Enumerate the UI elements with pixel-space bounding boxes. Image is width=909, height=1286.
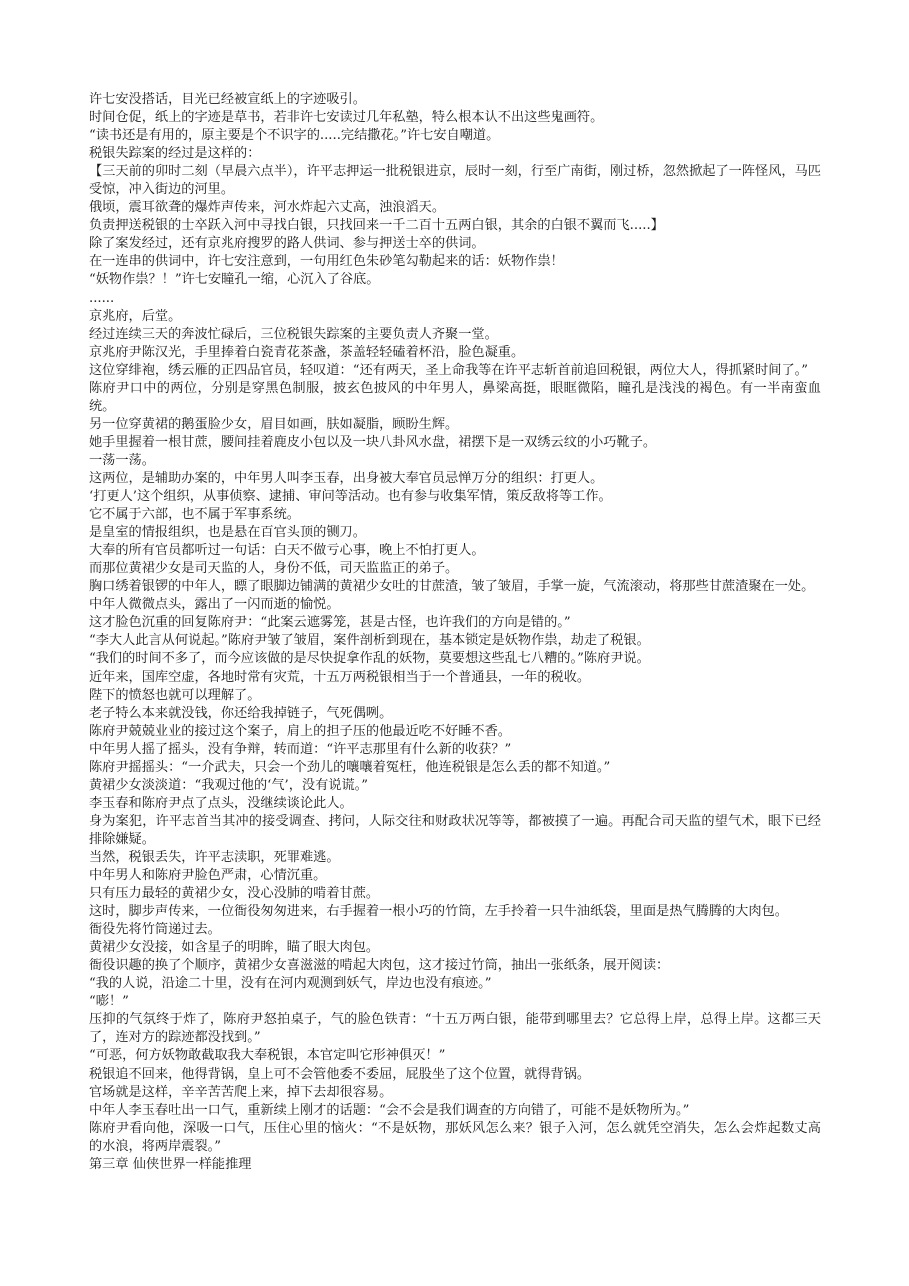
paragraph: 中年男人和陈府尹脸色严肃，心情沉重。: [89, 868, 327, 884]
chapter-heading: 第三章 仙侠世界一样能推理: [89, 1156, 252, 1172]
paragraph: 许七安没搭话，目光已经被宣纸上的字迹吸引。: [89, 92, 366, 107]
paragraph: 而那位黄裙少女是司天监的人，身份不低，司天监监正的弟子。: [89, 561, 459, 577]
paragraph: 京兆府尹陈汉光，手里捧着白瓷青花茶盏，茶盖轻轻磕着杯沿，脸色凝重。: [89, 344, 525, 360]
paragraph: 税银失踪案的经过是这样的：: [89, 146, 261, 162]
paragraph: “可恶，何方妖物敢截取我大奉税银，本官定叫它形神俱灭！”: [89, 1048, 446, 1064]
paragraph: 除了案发经过，还有京兆府搜罗的路人供词、参与押送士卒的供词。: [89, 236, 485, 252]
paragraph: 一荡一荡。: [89, 452, 155, 468]
paragraph: 衙役先将竹筒递过去。: [89, 922, 221, 938]
paragraph: 【三天前的卯时二刻（早晨六点半），许平志押运一批税银进京，辰时一刻，行至广南街，刚过桥，忽然掀起了一阵怪风，马匹受惊，冲入街边的河里。: [89, 164, 821, 198]
paragraph: 税银追不回来，他得背锅，皇上可不会管他委不委屈，屁股坐了这个位置，就得背锅。: [89, 1066, 591, 1082]
paragraph: 这才脸色沉重的回复陈府尹：“此案云遮雾笼，甚是古怪，也许我们的方向是错的。”: [89, 615, 571, 631]
paragraph: 胸口绣着银锣的中年人，瞟了眼脚边铺满的黄裙少女吐的甘蔗渣，皱了皱眉，手掌一旋，气流滚动，将那些甘蔗渣聚在一处。: [89, 579, 815, 595]
paragraph: 陛下的愤怒也就可以理解了。: [89, 687, 261, 703]
paragraph: 俄顷，震耳欲聋的爆炸声传来，河水炸起六丈高，浊浪滔天。: [89, 200, 446, 216]
paragraph: 身为案犯，许平志首当其冲的接受调查、拷问，人际交往和财政状况等等，都被摸了一遍。再配合司天监的望气术，眼下已经排除嫌疑。: [89, 813, 821, 847]
paragraph: 当然，税银丢失，许平志渎职，死罪难逃。: [89, 849, 340, 865]
paragraph: 老子特么本来就没钱，你还给我掉链子，气死偶咧。: [89, 705, 393, 721]
paragraph: 只有压力最轻的黄裙少女，没心没肺的啃着甘蔗。: [89, 886, 380, 902]
paragraph: 陈府尹兢兢业业的接过这个案子，肩上的担子压的他最近吃不好睡不香。: [89, 723, 511, 739]
paragraph: 陈府尹摇摇头：“一介武夫，只会一个劲儿的嚷嚷着冤枉，他连税银是怎么丢的都不知道。”: [89, 759, 611, 775]
paragraph: 陈府尹看向他，深吸一口气，压住心里的恼火：“不是妖物，那妖风怎么来？银子入河，怎么就凭空消失，怎么会炸起数丈高的水浪，将两岸震裂。”: [89, 1120, 821, 1154]
paragraph: 黄裙少女淡淡道：“我观过他的‘气’，没有说谎。”: [89, 777, 369, 793]
paragraph: 另一位穿黄裙的鹅蛋脸少女，眉目如画，肤如凝脂，顾盼生辉。: [89, 416, 459, 432]
paragraph: 在一连串的供词中，许七安注意到，一句用红色朱砂笔勾勒起来的话：妖物作祟！: [89, 254, 564, 270]
paragraph: 时间仓促，纸上的字迹是草书，若非许七安读过几年私塾，特么根本认不出这些鬼画符。: [89, 110, 604, 126]
paragraph: 官场就是这样，辛辛苦苦爬上来，掉下去却很容易。: [89, 1084, 393, 1100]
paragraph: 京兆府，后堂。: [89, 308, 182, 324]
paragraph: “嘭！”: [89, 994, 129, 1010]
paragraph: 中年人微微点头，露出了一闪而逝的愉悦。: [89, 597, 340, 613]
paragraph: 压抑的气氛终于炸了，陈府尹怒拍桌子，气的脸色铁青：“十五万两白银，能带到哪里去？它总得上岸，总得上岸。这都三天了，连对方的踪迹都没找到。”: [89, 1012, 821, 1046]
paragraph: 陈府尹口中的两位，分别是穿黑色制服，披玄色披风的中年男人，鼻梁高挺，眼眶微陷，瞳孔是浅浅的褐色。有一半南蛮血统。: [89, 380, 821, 414]
paragraph: 负责押送税银的士卒跃入河中寻找白银，只找回来一千二百十五两白银，其余的白银不翼而飞.....】: [89, 218, 664, 234]
paragraph: “我们的时间不多了，而今应该做的是尽快捉拿作乱的妖物，莫要想这些乱七八糟的。”陈府尹说。: [89, 651, 650, 667]
paragraph: ‘打更人’这个组织，从事侦察、逮捕、审问等活动。也有参与收集军情，策反敌将等工作。: [89, 489, 612, 505]
paragraph: 这两位，是辅助办案的，中年男人叫李玉春，出身被大奉官员忌惮万分的组织：打更人。: [89, 470, 604, 486]
paragraph: 大奉的所有官员都听过一句话：白天不做亏心事，晚上不怕打更人。: [89, 543, 485, 559]
paragraph: 她手里握着一根甘蔗，腰间挂着鹿皮小包以及一块八卦风水盘，裙摆下是一双绣云纹的小巧靴子。: [89, 434, 657, 450]
paragraph: ......: [89, 290, 115, 306]
paragraph: 黄裙少女没接，如含星子的明眸，瞄了眼大肉包。: [89, 940, 380, 956]
paragraph: 它不属于六部，也不属于军事系统。: [89, 507, 300, 523]
paragraph: 衙役识趣的换了个顺序，黄裙少女喜滋滋的啃起大肉包，这才接过竹筒，抽出一张纸条，展开阅读：: [89, 958, 670, 974]
paragraph: 这时，脚步声传来，一位衙役匆匆进来，右手握着一根小巧的竹筒，左手拎着一只牛油纸袋，里面是热气腾腾的大肉包。: [89, 904, 788, 920]
paragraph: 经过连续三天的奔波忙碌后，三位税银失踪案的主要负责人齐聚一堂。: [89, 326, 498, 342]
paragraph: “我的人说，沿途二十里，没有在河内观测到妖气，岸边也没有痕迹。”: [89, 976, 492, 992]
paragraph: “读书还是有用的，原主要是个不识字的.....完结撒花。”许七安自嘲道。: [89, 128, 500, 144]
paragraph: 是皇室的情报组织，也是悬在百官头顶的铡刀。: [89, 525, 366, 541]
paragraph: 中年男人摇了摇头，没有争辩，转而道：“许平志那里有什么新的收获？”: [89, 741, 512, 757]
paragraph: 近年来，国库空虚，各地时常有灾荒，十五万两税银相当于一个普通县，一年的税收。: [89, 669, 591, 685]
paragraph: “妖物作祟？！”许七安瞳孔一缩，心沉入了谷底。: [89, 272, 380, 288]
paragraph: “李大人此言从何说起。”陈府尹皱了皱眉，案件剖析到现在，基本锁定是妖物作祟，劫走了税银。: [89, 633, 650, 649]
paragraph: 这位穿绯袍，绣云雁的正四品官员，轻叹道：“还有两天，圣上命我等在许平志斩首前追回税银，两位大人，得抓紧时间了。”: [89, 362, 809, 378]
paragraph: 中年人李玉春吐出一口气，重新续上刚才的话题：“会不会是我们调查的方向错了，可能不是妖物所为。”: [89, 1102, 690, 1118]
paragraph: 李玉春和陈府尹点了点头，没继续谈论此人。: [89, 795, 353, 811]
document-body: [89, 91, 821, 1174]
